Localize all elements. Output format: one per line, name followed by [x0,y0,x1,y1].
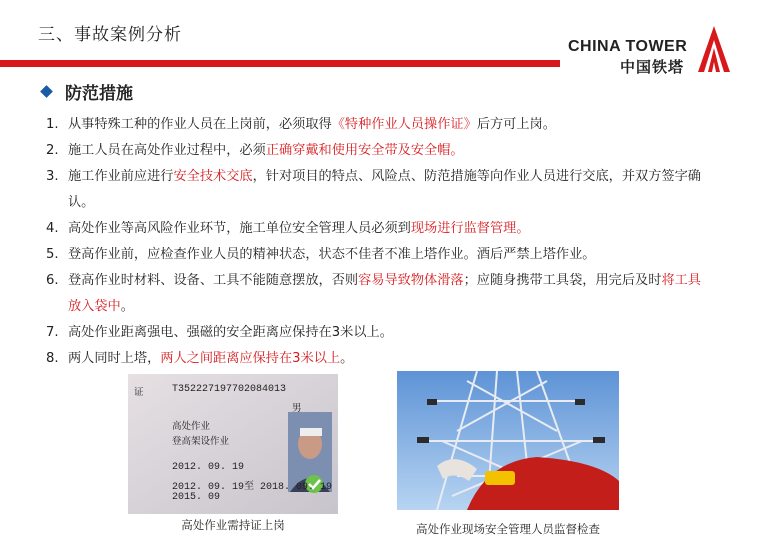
text-segment: 施工人员在高处作业过程中，必须 [68,143,266,158]
text-segment: 。 [120,299,134,314]
text-segment: 从事特殊工种的作业人员在上岗前，必须取得 [68,117,332,132]
text-segment: ，针对项目的特点、风险点、防范措施等向作业人员进行交底，并双方签字确认。 [68,169,701,210]
list-item-number: 1. [46,117,59,132]
list-item-text [68,216,706,242]
list-item-number: 6. [46,273,59,288]
measures-list [46,112,706,372]
list-item [46,112,706,138]
photo-caption-2: 高处作业现场安全管理人员监督检查 [416,522,600,536]
highlighted-text: 现场进行监督管理。 [410,221,530,236]
list-item-number: 8. [46,351,59,366]
diamond-icon [40,85,53,98]
list-item-number: 2. [46,143,59,158]
text-segment: 登高作业时材料、设备、工具不能随意摆放，否则 [68,273,359,288]
highlighted-text: 将工具放入袋中 [68,273,701,314]
list-item [46,216,706,242]
highlighted-text: 正确穿戴和使用安全带及安全帽。 [265,143,464,158]
text-segment: 登高作业前，应检查作业人员的精神状态，状态不佳者不准上塔作业。酒后严禁上塔作业。 [68,247,596,262]
tower-inspection-photo [397,371,619,510]
text-segment: 施工作业前应进行 [68,169,174,184]
list-item-text [68,268,706,320]
list-item [46,242,706,268]
text-segment: 高处作业等高风险作业环节，施工单位安全管理人员必须到 [68,221,411,236]
cert-label-id: 证 [134,387,144,398]
highlighted-text: 两人之间距离应保持在3米以上 [160,351,341,366]
text-segment: 高处作业距离强电、强磁的安全距离应保持在3米以上。 [68,325,393,340]
list-item-text [68,138,706,164]
list-item-text [68,320,706,346]
list-item [46,320,706,346]
certificate-photo [128,374,338,514]
cert-date-3: 2015. 09 [172,492,221,503]
list-item-number: 5. [46,247,59,262]
text-segment: 两人同时上塔， [68,351,161,366]
list-item-text [68,112,706,138]
list-item [46,346,706,372]
list-item-text [68,242,706,268]
cert-field-1: 高处作业 [172,421,211,432]
cert-date-2: 2012. 09. 19至 2018. 09. 19 [172,482,333,493]
highlighted-text: 安全技术交底 [173,169,253,184]
cert-id-number: T352227197702084013 [172,384,287,395]
list-item [46,164,706,216]
highlighted-text: 《特种作业人员操作证》 [331,117,477,132]
list-item-number: 4. [46,221,59,236]
header-red-bar [0,60,560,67]
list-item-number: 3. [46,169,59,184]
tower-image [397,371,619,510]
list-item-text [68,164,706,216]
logo-text-cn: 中国铁塔 [620,58,685,76]
section-heading [42,79,133,104]
list-item [46,268,706,320]
logo-text-en: CHINA TOWER [568,38,688,55]
text-segment: 后方可上岗。 [476,117,556,132]
certificate-image [128,374,338,514]
cert-date-1: 2012. 09. 19 [172,462,245,473]
cert-field-2: 登高架设作业 [172,436,230,447]
list-item-text [68,346,706,372]
page-title: 三、事故案例分析 [38,25,182,45]
text-segment: 。 [340,351,354,366]
china-tower-logo [568,26,738,76]
photo-caption-1: 高处作业需持证上岗 [181,518,285,532]
list-item-number: 7. [46,325,59,340]
section-title: 防范措施 [65,84,133,104]
highlighted-text: 容易导致物体滑落 [358,273,464,288]
cert-gender: 男 [292,403,302,414]
text-segment: ；应随身携带工具袋，用完后及时 [463,273,662,288]
list-item [46,138,706,164]
tower-logo-icon [696,26,732,72]
